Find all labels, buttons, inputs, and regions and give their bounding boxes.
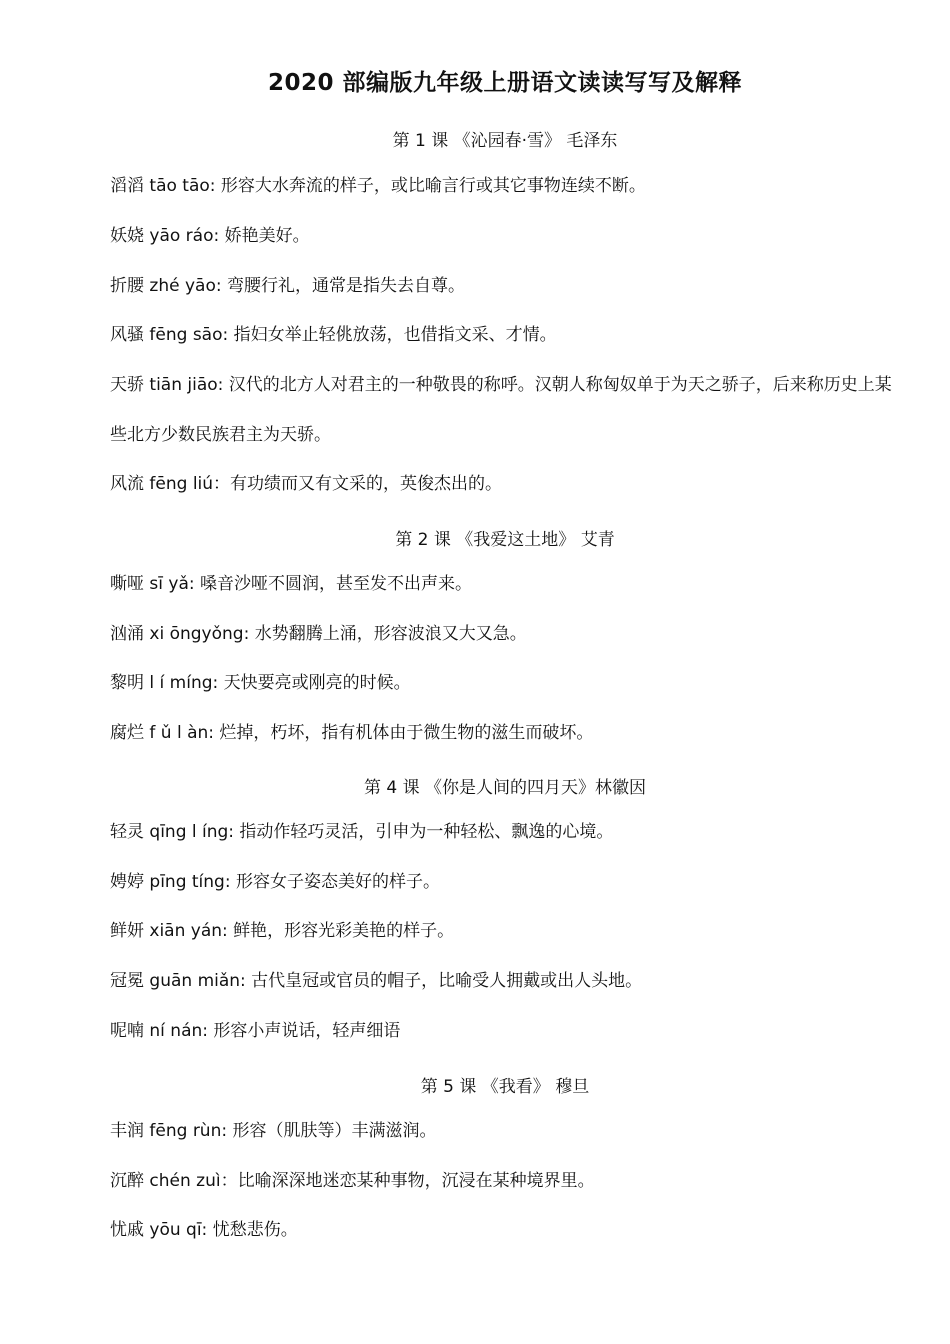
vocab-entry: 汹涌 xi ōngyǒng: 水势翻腾上涌，形容波浪又大又急。: [110, 624, 527, 644]
vocab-entry: 折腰 zhé yāo: 弯腰行礼，通常是指失去自尊。: [110, 276, 465, 296]
vocab-entry: 忧戚 yōu qī: 忧愁悲伤。: [110, 1220, 298, 1240]
document-title: 2020 部编版九年级上册语文读读写写及解释: [267, 70, 743, 96]
vocab-entry: 丰润 fēng rùn: 形容（肌肤等）丰满滋润。: [110, 1121, 437, 1141]
vocab-entry: 黎明 l í míng: 天快要亮或刚亮的时候。: [110, 673, 411, 693]
vocab-entry: 呢喃 ní nán: 形容小声说话，轻声细语: [110, 1021, 401, 1041]
vocab-entry: 轻灵 qīng l íng: 指动作轻巧灵活，引申为一种轻松、飘逸的心境。: [110, 822, 614, 842]
vocab-entry: 风流 fēng liú：有功绩而又有文采的，英俊杰出的。: [110, 474, 503, 494]
vocab-entry: 滔滔 tāo tāo: 形容大水奔流的样子，或比喻言行或其它事物连续不断。: [110, 176, 646, 196]
vocab-entry: 天骄 tiān jiāo: 汉代的北方人对君主的一种敬畏的称呼。汉朝人称匈奴单于为天之骄子，后来称历史上某些北方少数民族君主为天骄。: [110, 375, 892, 445]
vocab-entry: 风骚 fēng sāo: 指妇女举止轻佻放荡，也借指文采、才情。: [110, 325, 557, 345]
vocab-entry: 妖娆 yāo ráo: 娇艳美好。: [110, 226, 310, 246]
lesson-heading-4: 第 4 课 《你是人间的四月天》林徽因: [363, 778, 647, 798]
vocab-entry: 娉婷 pīng tíng: 形容女子姿态美好的样子。: [110, 872, 440, 892]
lesson-heading-2: 第 2 课 《我爱这土地》 艾青: [395, 530, 615, 550]
vocab-entry: 嘶哑 sī yǎ: 嗓音沙哑不圆润，甚至发不出声来。: [110, 574, 472, 594]
vocab-entry: 冠冕 guān miǎn: 古代皇冠或官员的帽子，比喻受人拥戴或出人头地。: [110, 971, 643, 991]
lesson-heading-1: 第 1 课 《沁园春·雪》 毛泽东: [392, 131, 618, 151]
vocab-entry: 腐烂 f ǔ l àn: 烂掉，朽坏，指有机体由于微生物的滋生而破坏。: [110, 723, 594, 743]
vocab-entry: 鲜妍 xiān yán: 鲜艳，形容光彩美艳的样子。: [110, 921, 455, 941]
vocab-entry: 沉醉 chén zuì：比喻深深地迷恋某种事物，沉浸在某种境界里。: [110, 1171, 595, 1191]
lesson-heading-5: 第 5 课 《我看》 穆旦: [420, 1077, 590, 1097]
